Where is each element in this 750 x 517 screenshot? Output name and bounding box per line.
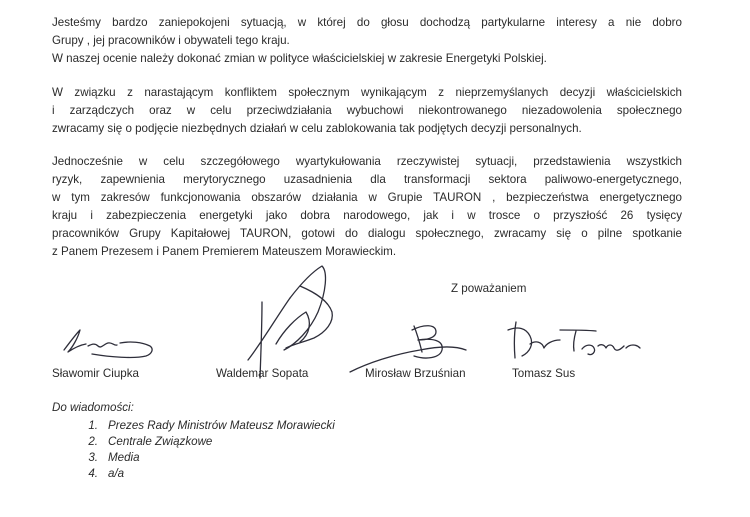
paragraph-2 [52,84,682,138]
paragraph-3-line-5: pracowników Grupy Kapitałowej TAURON, gotowi do dialogu społecznego, zwracamy się o pilne spotkanie [52,227,682,240]
cc-list-item [52,466,335,482]
cc-item-text: Prezes Rady Ministrów Mateusz Morawiecki [108,419,335,432]
signature-1-stroke-b [88,343,117,347]
paragraph-2-line-2: i zarządczych oraz w celu przeciwdziałania wybuchowi niekontrowanego niezadowolenia społecznego [52,104,682,117]
cc-item-number: 4. [88,467,98,480]
paragraph-3-line-1: Jednocześnie w celu szczegółowego wyartykułowania rzeczywistej sytuacji, przedstawienia wszystkich [52,155,682,168]
cc-title: Do wiadomości: [52,401,134,414]
cc-list-item [52,418,335,434]
paragraph-1-line-2: Grupy , jej pracowników i obywateli tego kraju. [52,34,290,47]
signature-4-stroke-c [560,330,596,351]
signature-1-stroke-a [64,330,86,352]
signature-2-stroke-d [276,312,309,344]
paragraph-3 [52,153,682,261]
cc-item-number: 2. [88,435,98,448]
signature-4-stroke-d [582,345,640,355]
cc-item-number: 3. [88,451,98,464]
signature-1-stroke-c [92,342,152,357]
signatory-name-4: Tomasz Sus [512,367,576,380]
paragraph-3-line-3: w tym zakresów funkcjonowania obszarów działania w Grupie TAURON , bezpieczeństwa energetycznego [52,191,682,204]
cc-item-text: a/a [108,467,125,480]
paragraph-3-line-4: kraju i zabezpieczenia energetyki jako dobra narodowego, jak i w trosce o przyszłość 26 tysięcy [52,209,682,222]
paragraph-2-line-3: zwracamy się o podjęcie niezbędnych działań w celu zablokowania tak podjętych decyzji personalnych. [52,122,582,135]
paragraph-1-line-1: Jesteśmy bardzo zaniepokojeni sytuacją, w której do głosu dochodzą partykularne interesy a nie dobro [52,16,682,29]
paragraph-3-line-6: z Panem Prezesem i Panem Premierem Mateuszem Morawieckim. [52,245,397,258]
cc-item-number: 1. [88,419,98,432]
signatory-name-2: Waldemar Sopata [216,367,309,380]
cc-list-item [52,434,335,450]
cc-item-text: Media [108,451,140,464]
paragraph-2-line-1: W związku z narastającym konfliktem społecznym wynikającym z nieprzemyślanych decyzji właścicielskich [52,86,682,99]
signature-4-stroke-b [530,340,560,348]
signature-4-stroke-a [508,322,532,358]
paragraph-1 [52,14,682,68]
paragraph-1-line-3: W naszej ocenie należy dokonać zmian w polityce właścicielskiej w zakresie Energetyki Polskiej. [52,52,547,65]
signature-3-stroke-a [412,326,436,352]
signatory-name-3: Mirosław Brzuśnian [365,367,466,380]
closing-salutation: Z poważaniem [451,282,527,295]
paragraph-3-line-2: ryzyk, zapewnienia merytorycznego uzasadnienia dla transformacji sektora paliwowo-energetycznego, [52,173,682,186]
cc-item-text: Centrale Związkowe [108,435,213,448]
signatory-name-1: Sławomir Ciupka [52,367,139,380]
signature-3-stroke-b [414,339,442,358]
signature-2-stroke-b [284,266,325,350]
signature-2-stroke-c [286,286,332,348]
cc-list [52,418,335,482]
signature-2-stroke-a [248,298,290,378]
cc-list-item [52,450,335,466]
